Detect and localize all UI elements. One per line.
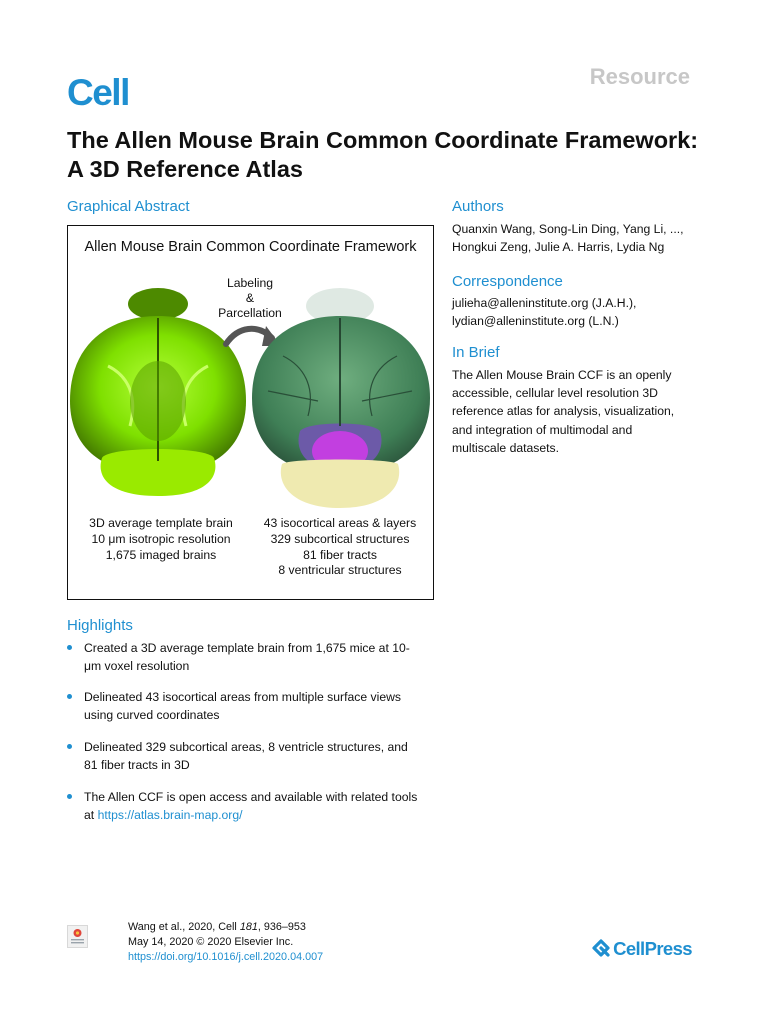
email-link[interactable]: julieha@alleninstitute.org (J.A.H.), (452, 296, 637, 310)
caption-line: 10 μm isotropic resolution (91, 531, 231, 546)
caption-line: 81 fiber tracts (303, 547, 377, 562)
caption-line: 43 isocortical areas & layers (263, 516, 417, 530)
correspondence-emails (452, 294, 702, 330)
cellpress-wordmark: CellPress (613, 938, 692, 959)
highlight-line: 81 fiber tracts in 3D (84, 758, 190, 773)
highlight-item (67, 688, 442, 724)
highlight-line: μm voxel resolution (84, 659, 190, 674)
cellpress-logo (591, 938, 692, 960)
in-brief-heading: In Brief (452, 344, 500, 361)
email-link[interactable]: lydian@alleninstitute.org (L.N.) (452, 314, 619, 329)
correspondence-heading: Correspondence (452, 273, 563, 290)
arrow-label (208, 276, 292, 322)
article-title: The Allen Mouse Brain Common Coordinate Framework: A 3D Reference Atlas (67, 127, 699, 182)
bullet-icon (67, 694, 72, 699)
arrow-label-line: & (245, 291, 255, 306)
arrow-label-line: Parcellation (218, 306, 282, 321)
highlight-line: The Allen CCF is open access and available with related tools (84, 790, 418, 804)
check-for-updates-icon (68, 926, 87, 947)
authors-list (452, 220, 702, 256)
in-brief-line: and integration of multimodal and (452, 422, 633, 437)
citation-pages: , 936–953 (257, 921, 306, 933)
cellpress-mark-icon (591, 939, 611, 959)
atlas-brain-caption (250, 516, 430, 579)
highlight-line: Delineated 329 subcortical areas, 8 ventricle structures, and (84, 740, 408, 754)
graphical-abstract-heading: Graphical Abstract (67, 198, 190, 215)
caption-line: 8 ventricular structures (278, 563, 402, 578)
in-brief-line: accessible, cellular level resolution 3D (452, 386, 658, 401)
in-brief-line: The Allen Mouse Brain CCF is an openly (452, 368, 672, 382)
caption-line: 1,675 imaged brains (105, 547, 217, 562)
highlight-item (67, 738, 442, 774)
highlight-line: using curved coordinates (84, 708, 220, 723)
citation-text: Wang et al., 2020, Cell (128, 921, 240, 933)
highlight-line: Created a 3D average template brain from 1,675 mice at 10- (84, 641, 410, 655)
graphical-abstract-title: Allen Mouse Brain Common Coordinate Framework (84, 239, 417, 255)
journal-logo: Cell (67, 72, 129, 113)
highlight-item (67, 788, 442, 824)
caption-line: 329 subcortical structures (270, 531, 410, 546)
bullet-icon (67, 645, 72, 650)
authors-line: Hongkui Zeng, Julie A. Harris, Lydia Ng (452, 240, 665, 255)
in-brief-text (452, 366, 702, 457)
highlight-line: Delineated 43 isocortical areas from multiple surface views (84, 690, 402, 704)
doi-link[interactable]: https://doi.org/10.1016/j.cell.2020.04.007 (128, 951, 324, 963)
authors-heading: Authors (452, 198, 504, 215)
bullet-icon (67, 744, 72, 749)
citation-date: May 14, 2020 © 2020 Elsevier Inc. (128, 936, 294, 948)
arrow-label-line: Labeling (226, 276, 274, 290)
citation-block (128, 920, 323, 965)
authors-line: Quanxin Wang, Song-Lin Ding, Yang Li, ..., (452, 222, 684, 236)
atlas-link[interactable]: https://atlas.brain-map.org/ (97, 808, 243, 823)
highlights-heading: Highlights (67, 617, 133, 634)
caption-line: 3D average template brain (89, 516, 233, 530)
template-brain-caption (76, 516, 246, 563)
check-for-updates-badge[interactable] (67, 925, 88, 948)
highlight-item (67, 639, 442, 675)
in-brief-line: multiscale datasets. (452, 440, 560, 455)
bullet-icon (67, 794, 72, 799)
graphical-abstract-figure (67, 225, 434, 600)
article-type-label: Resource (589, 64, 690, 89)
highlight-line: at (84, 808, 98, 823)
in-brief-line: reference atlas for analysis, visualization, (452, 404, 675, 419)
citation-volume: 181 (239, 921, 258, 933)
